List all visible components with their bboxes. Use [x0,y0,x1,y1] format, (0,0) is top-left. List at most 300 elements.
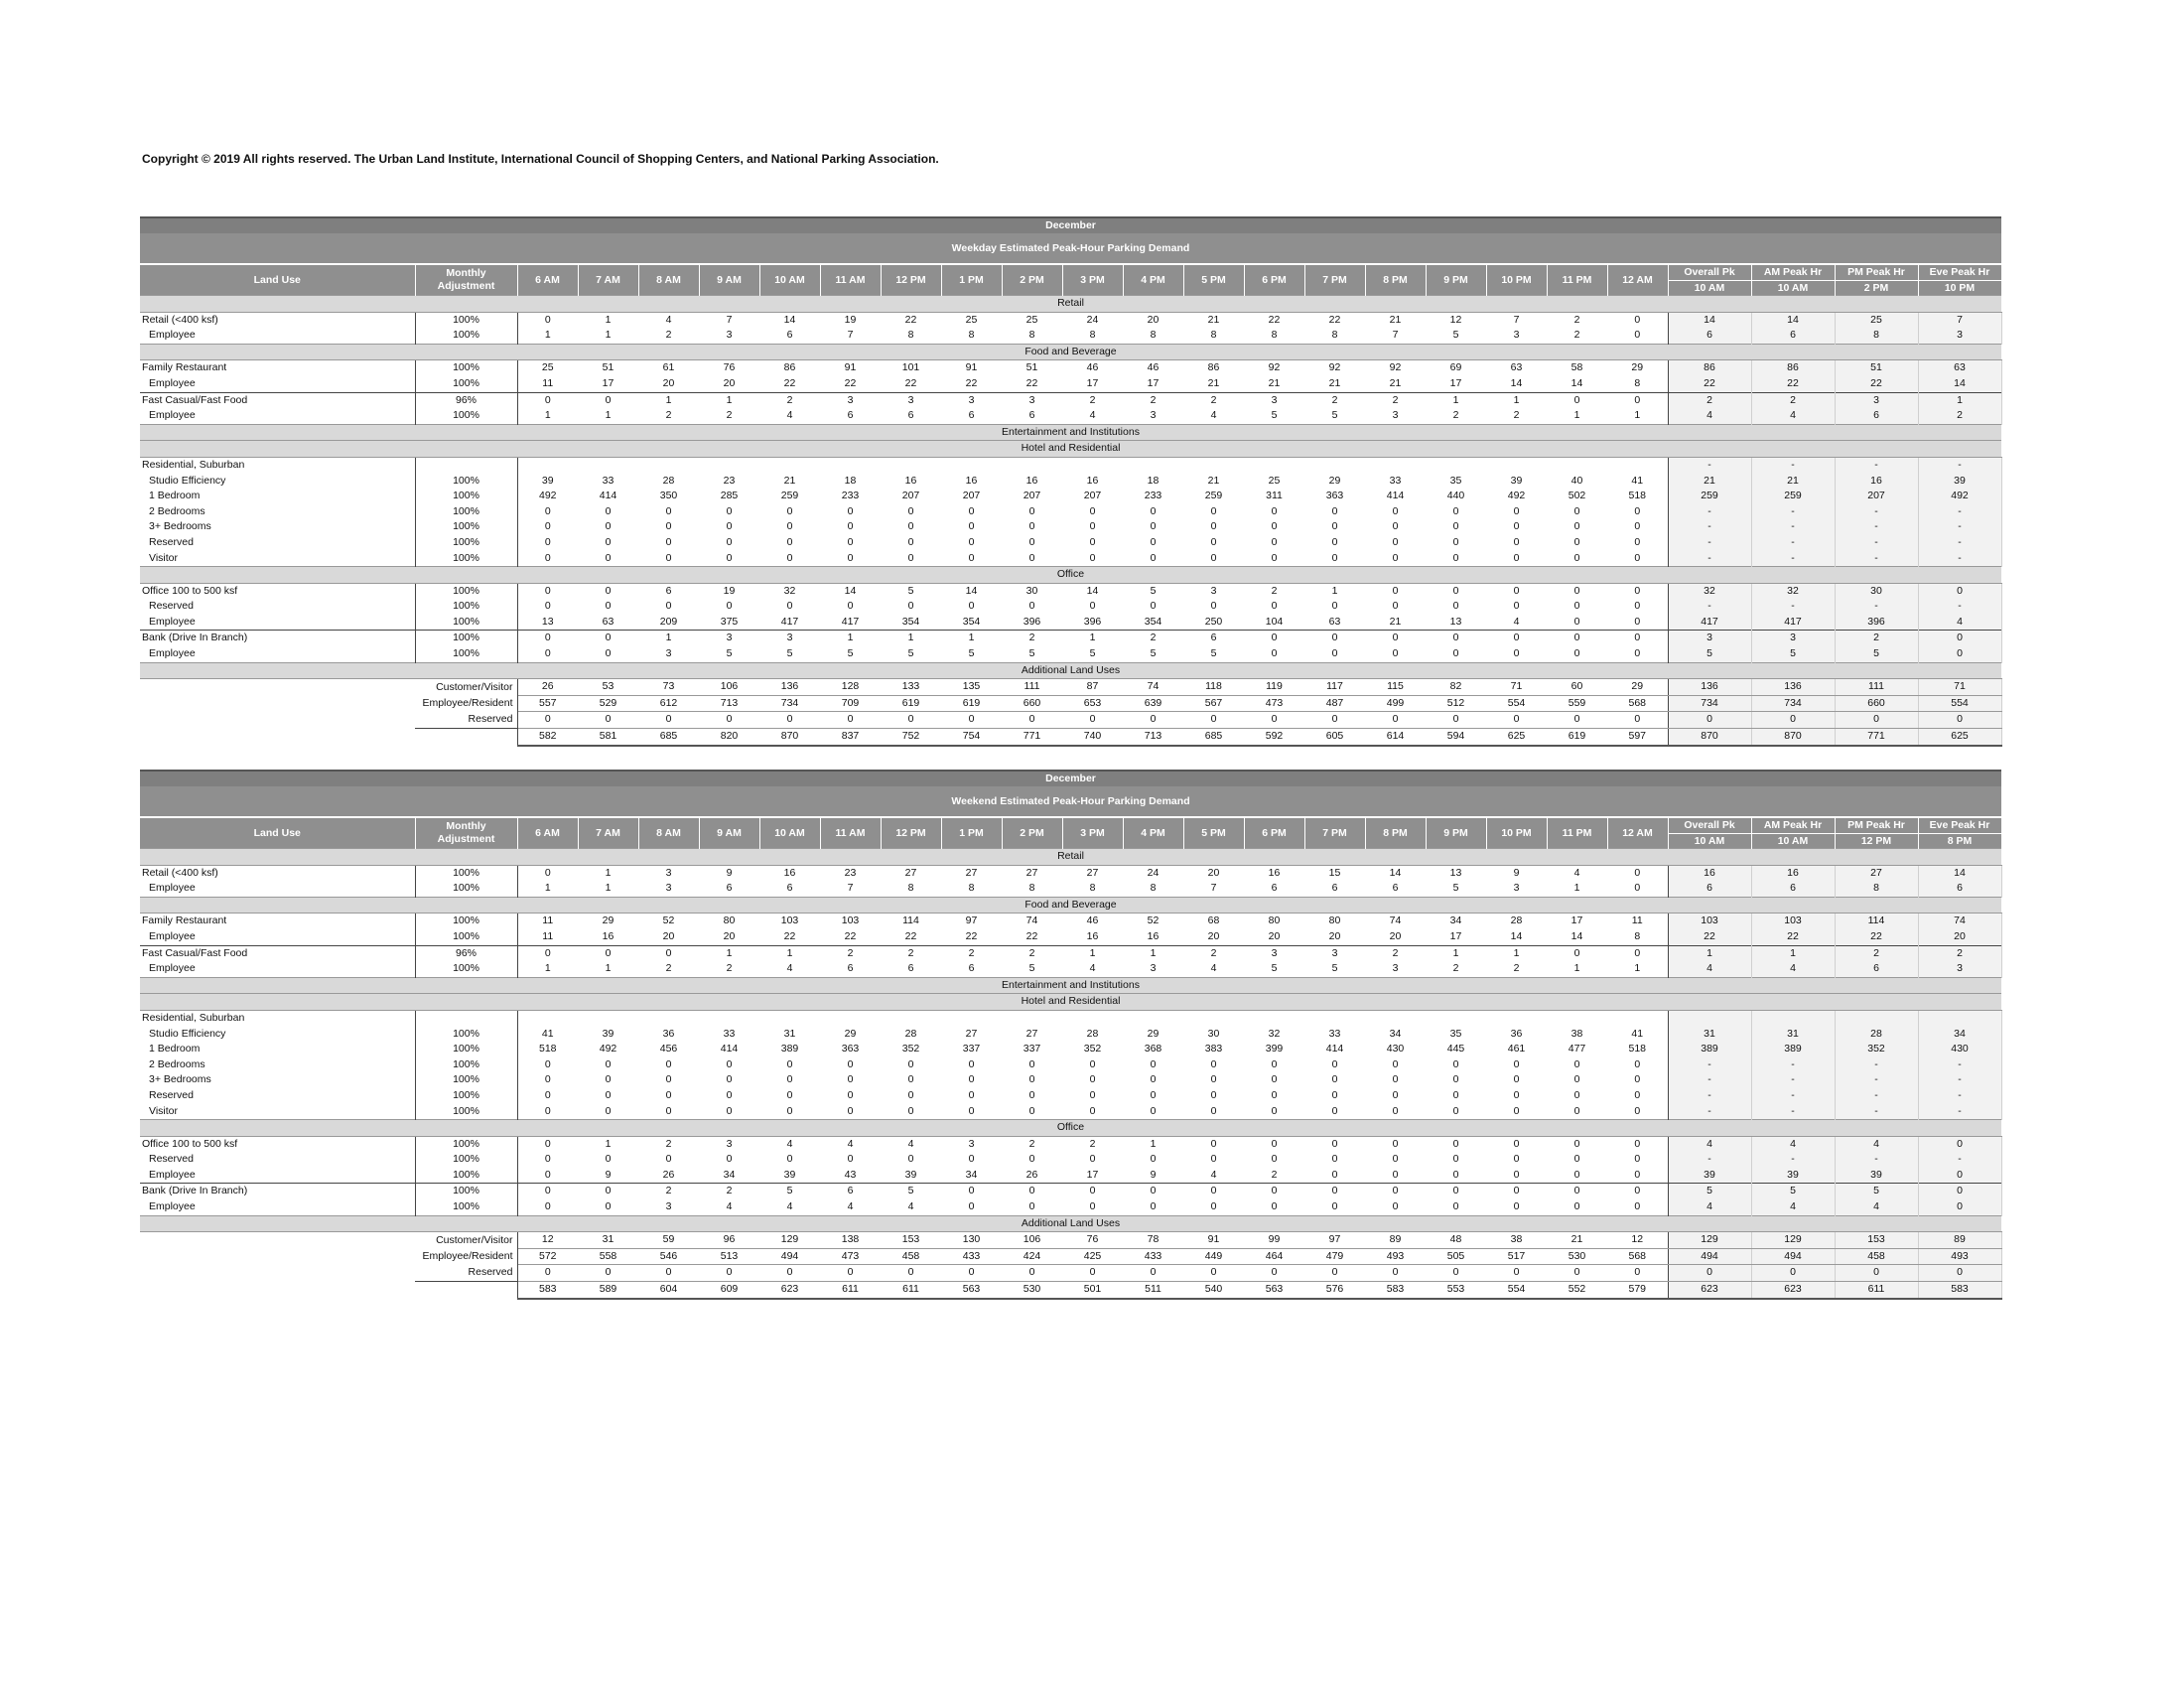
hourly-demand-cell: 1 [699,945,759,961]
hourly-demand-cell: 0 [544,551,551,564]
hourly-demand-cell: 46 [1123,360,1183,376]
hourly-demand-cell: 0 [1304,631,1365,646]
blank-cell [140,712,415,729]
hourly-demand-cell: 0 [1028,535,1035,548]
hourly-demand-cell: 0 [1547,583,1607,599]
hourly-demand-cell: 0 [1331,647,1338,660]
hourly-demand-cell: 0 [1513,504,1520,517]
hourly-demand-cell: 2 [1002,631,1062,646]
total-demand-cell: 89 [1365,1232,1426,1249]
hourly-demand-cell: 2 [638,1184,699,1199]
hourly-demand-cell: 0 [605,1073,612,1086]
hourly-demand-cell: 2 [1062,1136,1123,1152]
hourly-demand-cell: 0 [578,583,638,599]
hourly-demand-cell: 17 [1449,929,1462,942]
summary-cell: 6 [1668,881,1751,897]
hourly-demand-cell: 14 [1510,376,1523,389]
land-use-row [140,408,2001,424]
hourly-demand-cell: 3 [941,1136,1002,1152]
hourly-demand-cell: 0 [907,1104,914,1117]
summary-cell: - [1751,519,1835,535]
hourly-demand-cell: 0 [847,551,854,564]
summary-cell: 0 [1918,631,2001,646]
hourly-demand-cell: 17 [1547,914,1607,929]
hourly-demand-cell: 1 [1573,409,1580,422]
hourly-demand-cell: 0 [1210,1088,1217,1101]
hourly-demand-cell: 3 [1513,882,1520,895]
land-use-row [140,474,2001,490]
hourly-demand-cell: 354 [1144,615,1162,628]
total-demand-cell: 505 [1426,1248,1486,1265]
summary-cell: - [1835,599,1918,615]
summary-cell: - [1835,1152,1918,1168]
total-demand-cell: 0 [1002,1265,1062,1282]
hourly-demand-cell: 0 [1392,520,1399,533]
hourly-demand-cell: 0 [1392,1057,1399,1070]
hourly-demand-cell: 7 [699,312,759,328]
section-header-row [140,344,2001,360]
hourly-demand-cell: 0 [1573,551,1580,564]
hourly-demand-cell: 0 [1210,1200,1217,1213]
monthly-adjustment-value: 100% [415,474,517,490]
summary-cell: - [1835,504,1918,520]
hourly-demand-cell: 7 [1392,329,1399,342]
hourly-demand-cell: 0 [1634,615,1641,628]
hourly-demand-cell: 22 [783,929,796,942]
land-use-label: Reserved [149,535,194,548]
hour-header: 7 AM [578,264,638,296]
hourly-demand-cell: 5 [1150,647,1157,660]
hourly-demand-cell: 14 [1062,583,1123,599]
hourly-demand-cell: 2 [1452,962,1459,975]
hourly-demand-cell: 0 [1089,1153,1096,1166]
hourly-demand-cell: 5 [1123,583,1183,599]
hourly-demand-cell: 0 [1452,1057,1459,1070]
monthly-adjustment-value: 100% [415,535,517,551]
hourly-demand-cell: 1 [881,631,941,646]
hourly-demand-cell: 0 [1304,1184,1365,1199]
hourly-demand-cell: 63 [1328,615,1341,628]
total-demand-cell: 87 [1062,679,1123,696]
hourly-demand-cell: 0 [1089,600,1096,613]
blank-cell [140,695,415,712]
total-summary-cell: 129 [1668,1232,1751,1249]
summary-cell: - [1751,1072,1835,1088]
hourly-demand-cell: 0 [544,1104,551,1117]
blank-cell [140,1282,415,1299]
hourly-demand-cell: 9 [1486,865,1547,881]
hourly-demand-cell: 34 [1426,914,1486,929]
total-summary-cell: 0 [1918,1265,2001,1282]
summary-cell: 21 [1751,474,1835,490]
hourly-demand-cell: 22 [965,376,978,389]
summary-cell: 4 [1668,408,1751,424]
hourly-demand-cell: 0 [517,1136,578,1152]
hourly-demand-cell: 36 [662,1027,675,1040]
total-demand-cell: 625 [1486,729,1547,746]
hourly-demand-cell: 80 [1244,914,1304,929]
summary-cell: - [1918,1152,2001,1168]
summary-cell: - [1668,1152,1751,1168]
section-label: Hotel and Residential [140,441,2001,458]
hourly-demand-cell: 21 [1328,376,1341,389]
hourly-demand-cell: 0 [1150,1057,1157,1070]
hourly-demand-cell: 0 [517,945,578,961]
hour-header: 1 PM [941,264,1002,296]
hourly-demand-cell: 0 [1634,1104,1641,1117]
hourly-demand-cell: 0 [1573,1057,1580,1070]
total-demand-cell: 0 [1365,1265,1426,1282]
hourly-demand-cell: 3 [1150,409,1157,422]
hourly-demand-cell: 20 [1183,865,1244,881]
summary-cell: 28 [1835,1027,1918,1043]
summary-peak-time: 10 AM [1751,280,1835,296]
total-demand-cell: 26 [517,679,578,696]
total-demand-cell: 604 [638,1282,699,1299]
hourly-demand-cell: 17 [1086,376,1099,389]
total-category-label [415,1282,517,1299]
total-demand-cell: 473 [820,1248,881,1265]
hourly-demand-cell: 5 [1210,647,1217,660]
monthly-adjustment-value: 100% [415,1057,517,1073]
total-summary-cell: 734 [1668,695,1751,712]
hourly-demand-cell: 0 [605,520,612,533]
monthly-adjustment-value: 100% [415,551,517,567]
land-use-row [140,1088,2001,1104]
section-header-row [140,1120,2001,1137]
hourly-demand-cell: 0 [665,1088,672,1101]
land-use-row [140,1184,2001,1199]
total-demand-cell: 530 [1002,1282,1062,1299]
hourly-demand-cell: 0 [1452,1104,1459,1117]
hourly-demand-cell: 39 [541,474,554,487]
blank-cell [140,729,415,746]
hourly-demand-cell: 0 [1183,1184,1244,1199]
hourly-demand-cell: 39 [904,1168,917,1181]
section-header-row [140,441,2001,458]
hourly-demand-cell: 5 [968,647,975,660]
total-demand-cell: 115 [1365,679,1426,696]
hourly-demand-cell: 0 [605,504,612,517]
monthly-adjustment-value: 100% [415,1088,517,1104]
total-demand-cell: 517 [1486,1248,1547,1265]
hourly-demand-cell [1123,457,1183,473]
hour-header: 10 PM [1486,264,1547,296]
hourly-demand-cell: 3 [1183,583,1244,599]
land-use-label: Studio Efficiency [149,1027,226,1040]
hourly-demand-cell: 17 [1086,1168,1099,1181]
hourly-demand-cell: 0 [1513,1153,1520,1166]
hourly-demand-cell: 25 [517,360,578,376]
hourly-demand-cell: 0 [544,535,551,548]
section-label: Hotel and Residential [140,994,2001,1011]
hourly-demand-cell: 0 [847,1104,854,1117]
hourly-demand-cell: 396 [1083,615,1102,628]
total-summary-cell: 136 [1751,679,1835,696]
hourly-demand-cell: 4 [786,409,793,422]
summary-cell: - [1918,1104,2001,1120]
hourly-demand-cell: 27 [1062,865,1123,881]
hourly-demand-cell: 26 [1025,1168,1038,1181]
summary-cell: - [1751,1088,1835,1104]
hourly-demand-cell: 0 [1513,1088,1520,1101]
hourly-demand-cell: 0 [786,600,793,613]
hourly-demand-cell: 0 [665,1153,672,1166]
hourly-demand-cell [1365,1010,1426,1026]
hourly-demand-cell: 6 [968,409,975,422]
total-demand-cell: 53 [578,679,638,696]
summary-cell: 2 [1751,392,1835,408]
total-summary-cell: 0 [1835,712,1918,729]
land-use-label: 3+ Bedrooms [149,520,211,533]
total-demand-cell: 619 [881,695,941,712]
hourly-demand-cell: 396 [1023,615,1041,628]
hourly-demand-cell: 1 [578,312,638,328]
land-use-row [140,599,2001,615]
summary-cell: 2 [1918,408,2001,424]
section-header-row [140,296,2001,313]
total-demand-cell: 76 [1062,1232,1123,1249]
summary-cell: - [1668,599,1751,615]
total-summary-cell: 136 [1668,679,1751,696]
hourly-demand-cell: 0 [847,1073,854,1086]
land-use-label: Employee [149,615,196,628]
hourly-demand-cell: 5 [881,583,941,599]
monthly-adjustment-value: 100% [415,1168,517,1184]
hourly-demand-cell: 0 [1331,1057,1338,1070]
summary-cell: 34 [1918,1027,2001,1043]
hourly-demand-cell: 0 [544,647,551,660]
hourly-demand-cell: 0 [1331,1104,1338,1117]
hourly-demand-cell: 20 [723,376,736,389]
hourly-demand-cell: 25 [1002,312,1062,328]
hourly-demand-cell: 0 [847,1153,854,1166]
summary-cell: 259 [1668,489,1751,504]
hourly-demand-cell: 0 [1573,600,1580,613]
hourly-demand-cell: 29 [1328,474,1341,487]
hourly-demand-cell: 0 [1392,647,1399,660]
hourly-demand-cell: 0 [517,583,578,599]
summary-cell: 86 [1668,360,1751,376]
hour-header: 8 AM [638,817,699,849]
total-demand-cell: 589 [578,1282,638,1299]
hourly-demand-cell: 8 [1634,376,1641,389]
land-use-row [140,1199,2001,1215]
total-demand-cell: 0 [578,1265,638,1282]
hourly-demand-cell: 0 [786,1104,793,1117]
summary-peak-time: 10 AM [1668,280,1751,296]
hourly-demand-cell: 18 [1147,474,1160,487]
land-use-row [140,1136,2001,1152]
hourly-demand-cell: 1 [605,329,612,342]
summary-cell: 7 [1918,312,2001,328]
land-use-header: Land Use [140,817,415,849]
hourly-demand-cell: 0 [968,535,975,548]
summary-cell: 1 [1918,392,2001,408]
hourly-demand-cell: 0 [786,520,793,533]
hourly-demand-cell: 4 [759,1136,820,1152]
total-row [140,679,2001,696]
summary-cell: 39 [1668,1168,1751,1184]
hourly-demand-cell: 5 [1028,647,1035,660]
hourly-demand-cell: 0 [544,1153,551,1166]
monthly-adjustment-value: 100% [415,1042,517,1057]
hourly-demand-cell: 1 [1634,409,1641,422]
section-label: Entertainment and Institutions [140,977,2001,994]
hourly-demand-cell: 0 [1392,1104,1399,1117]
hourly-demand-cell: 0 [1210,1153,1217,1166]
hourly-demand-cell: 3 [699,631,759,646]
blank-cell [140,1265,415,1282]
hourly-demand-cell: 8 [1150,329,1157,342]
hourly-demand-cell: 16 [1086,929,1099,942]
total-demand-cell: 568 [1607,1248,1668,1265]
hourly-demand-cell: 0 [665,1057,672,1070]
total-demand-cell: 583 [517,1282,578,1299]
hourly-demand-cell: 477 [1568,1043,1586,1055]
land-use-label: Visitor [149,1104,178,1117]
hourly-demand-cell: 350 [659,490,678,502]
grand-total-row [140,1282,2001,1299]
hourly-demand-cell: 445 [1446,1043,1465,1055]
total-demand-cell: 870 [759,729,820,746]
hourly-demand-cell: 0 [968,504,975,517]
hourly-demand-cell: 35 [1449,474,1462,487]
summary-cell: 389 [1668,1042,1751,1057]
hourly-demand-cell: 26 [662,1168,675,1181]
hourly-demand-cell: 14 [1510,929,1523,942]
hourly-demand-cell: 16 [904,474,917,487]
hourly-demand-cell: 0 [786,535,793,548]
monthly-adjustment-header [415,817,517,849]
summary-cell: 389 [1751,1042,1835,1057]
total-demand-cell: 74 [1123,679,1183,696]
hourly-demand-cell: 0 [1271,535,1278,548]
hourly-demand-cell: 1 [1486,392,1547,408]
monthly-adjustment-value: 96% [415,392,517,408]
land-use-row [140,551,2001,567]
hourly-demand-cell: 0 [1607,392,1668,408]
hourly-demand-cell: 51 [1002,360,1062,376]
hourly-demand-cell: 2 [665,409,672,422]
hourly-demand-cell: 2 [1123,631,1183,646]
hourly-demand-cell: 8 [968,329,975,342]
hourly-demand-cell: 0 [968,1104,975,1117]
hourly-demand-cell [1426,1010,1486,1026]
total-demand-cell: 493 [1365,1248,1426,1265]
total-demand-cell: 653 [1062,695,1123,712]
hour-header: 6 AM [517,264,578,296]
hourly-demand-cell: 2 [1271,1168,1278,1181]
hourly-demand-cell: 0 [1452,504,1459,517]
hourly-demand-cell: 0 [1089,1104,1096,1117]
hourly-demand-cell: 1 [544,409,551,422]
hourly-demand-cell: 0 [1452,1088,1459,1101]
blank-cell [140,1232,415,1249]
summary-cell: 4 [1918,615,2001,631]
hourly-demand-cell: 6 [847,409,854,422]
total-demand-cell: 0 [941,1265,1002,1282]
total-demand-cell: 559 [1547,695,1607,712]
hourly-demand-cell: 39 [602,1027,614,1040]
hourly-demand-cell [881,1010,941,1026]
total-demand-cell: 0 [1486,712,1547,729]
hourly-demand-cell: 0 [544,504,551,517]
land-use-row [140,929,2001,945]
summary-cell: 16 [1751,865,1835,881]
hourly-demand-cell: 3 [1392,409,1399,422]
summary-cell [1835,1010,1918,1026]
hourly-demand-cell: 2 [1547,312,1607,328]
monthly-adjustment-value: 100% [415,631,517,646]
summary-cell: 6 [1835,961,1918,977]
hourly-demand-cell: 15 [1304,865,1365,881]
hourly-demand-cell: 86 [759,360,820,376]
hourly-demand-cell: 16 [1147,929,1160,942]
total-demand-cell: 153 [881,1232,941,1249]
hourly-demand-cell: 0 [605,551,612,564]
total-demand-cell: 425 [1062,1248,1123,1265]
summary-cell: 0 [1918,646,2001,662]
total-demand-cell: 29 [1607,679,1668,696]
summary-header: Eve Peak Hr [1918,817,2001,833]
summary-cell: - [1668,535,1751,551]
hourly-demand-cell: 0 [1028,1104,1035,1117]
hourly-demand-cell: 2 [1183,392,1244,408]
hour-header: 8 PM [1365,817,1426,849]
total-demand-cell: 0 [1244,1265,1304,1282]
total-demand-cell: 12 [1607,1232,1668,1249]
total-demand-cell: 623 [759,1282,820,1299]
hourly-demand-cell: 0 [1150,520,1157,533]
section-label: Additional Land Uses [140,662,2001,679]
hourly-demand-cell: 6 [907,962,914,975]
land-use-row [140,631,2001,646]
summary-peak-time: 2 PM [1835,280,1918,296]
total-demand-cell: 106 [699,679,759,696]
monthly-adjustment-value: 100% [415,865,517,881]
hourly-demand-cell: 0 [1089,504,1096,517]
total-demand-cell: 530 [1547,1248,1607,1265]
hourly-demand-cell: 40 [1570,474,1583,487]
hourly-demand-cell: 3 [759,631,820,646]
total-demand-cell: 118 [1183,679,1244,696]
hourly-demand-cell: 0 [1150,504,1157,517]
hourly-demand-cell: 0 [1304,1136,1365,1152]
hourly-demand-cell: 0 [941,1184,1002,1199]
hourly-demand-cell: 0 [517,865,578,881]
hourly-demand-cell: 16 [602,929,614,942]
hourly-demand-cell: 41 [541,1027,554,1040]
hourly-demand-cell: 1 [1573,962,1580,975]
total-summary-cell: 734 [1751,695,1835,712]
land-use-label: 1 Bedroom [149,1043,201,1055]
total-summary-cell: 111 [1835,679,1918,696]
summary-cell: 14 [1751,312,1835,328]
hourly-demand-cell: 8 [1089,882,1096,895]
hourly-demand-cell: 41 [1631,474,1644,487]
summary-cell: 103 [1668,914,1751,929]
hourly-demand-cell: 0 [1089,1088,1096,1101]
hourly-demand-cell: 0 [1271,520,1278,533]
hourly-demand-cell: 0 [968,1153,975,1166]
total-row [140,712,2001,729]
hourly-demand-cell [1365,457,1426,473]
hourly-demand-cell: 0 [1452,1200,1459,1213]
summary-cell: 3 [1835,392,1918,408]
total-demand-cell: 501 [1062,1282,1123,1299]
hourly-demand-cell: 17 [1147,376,1160,389]
